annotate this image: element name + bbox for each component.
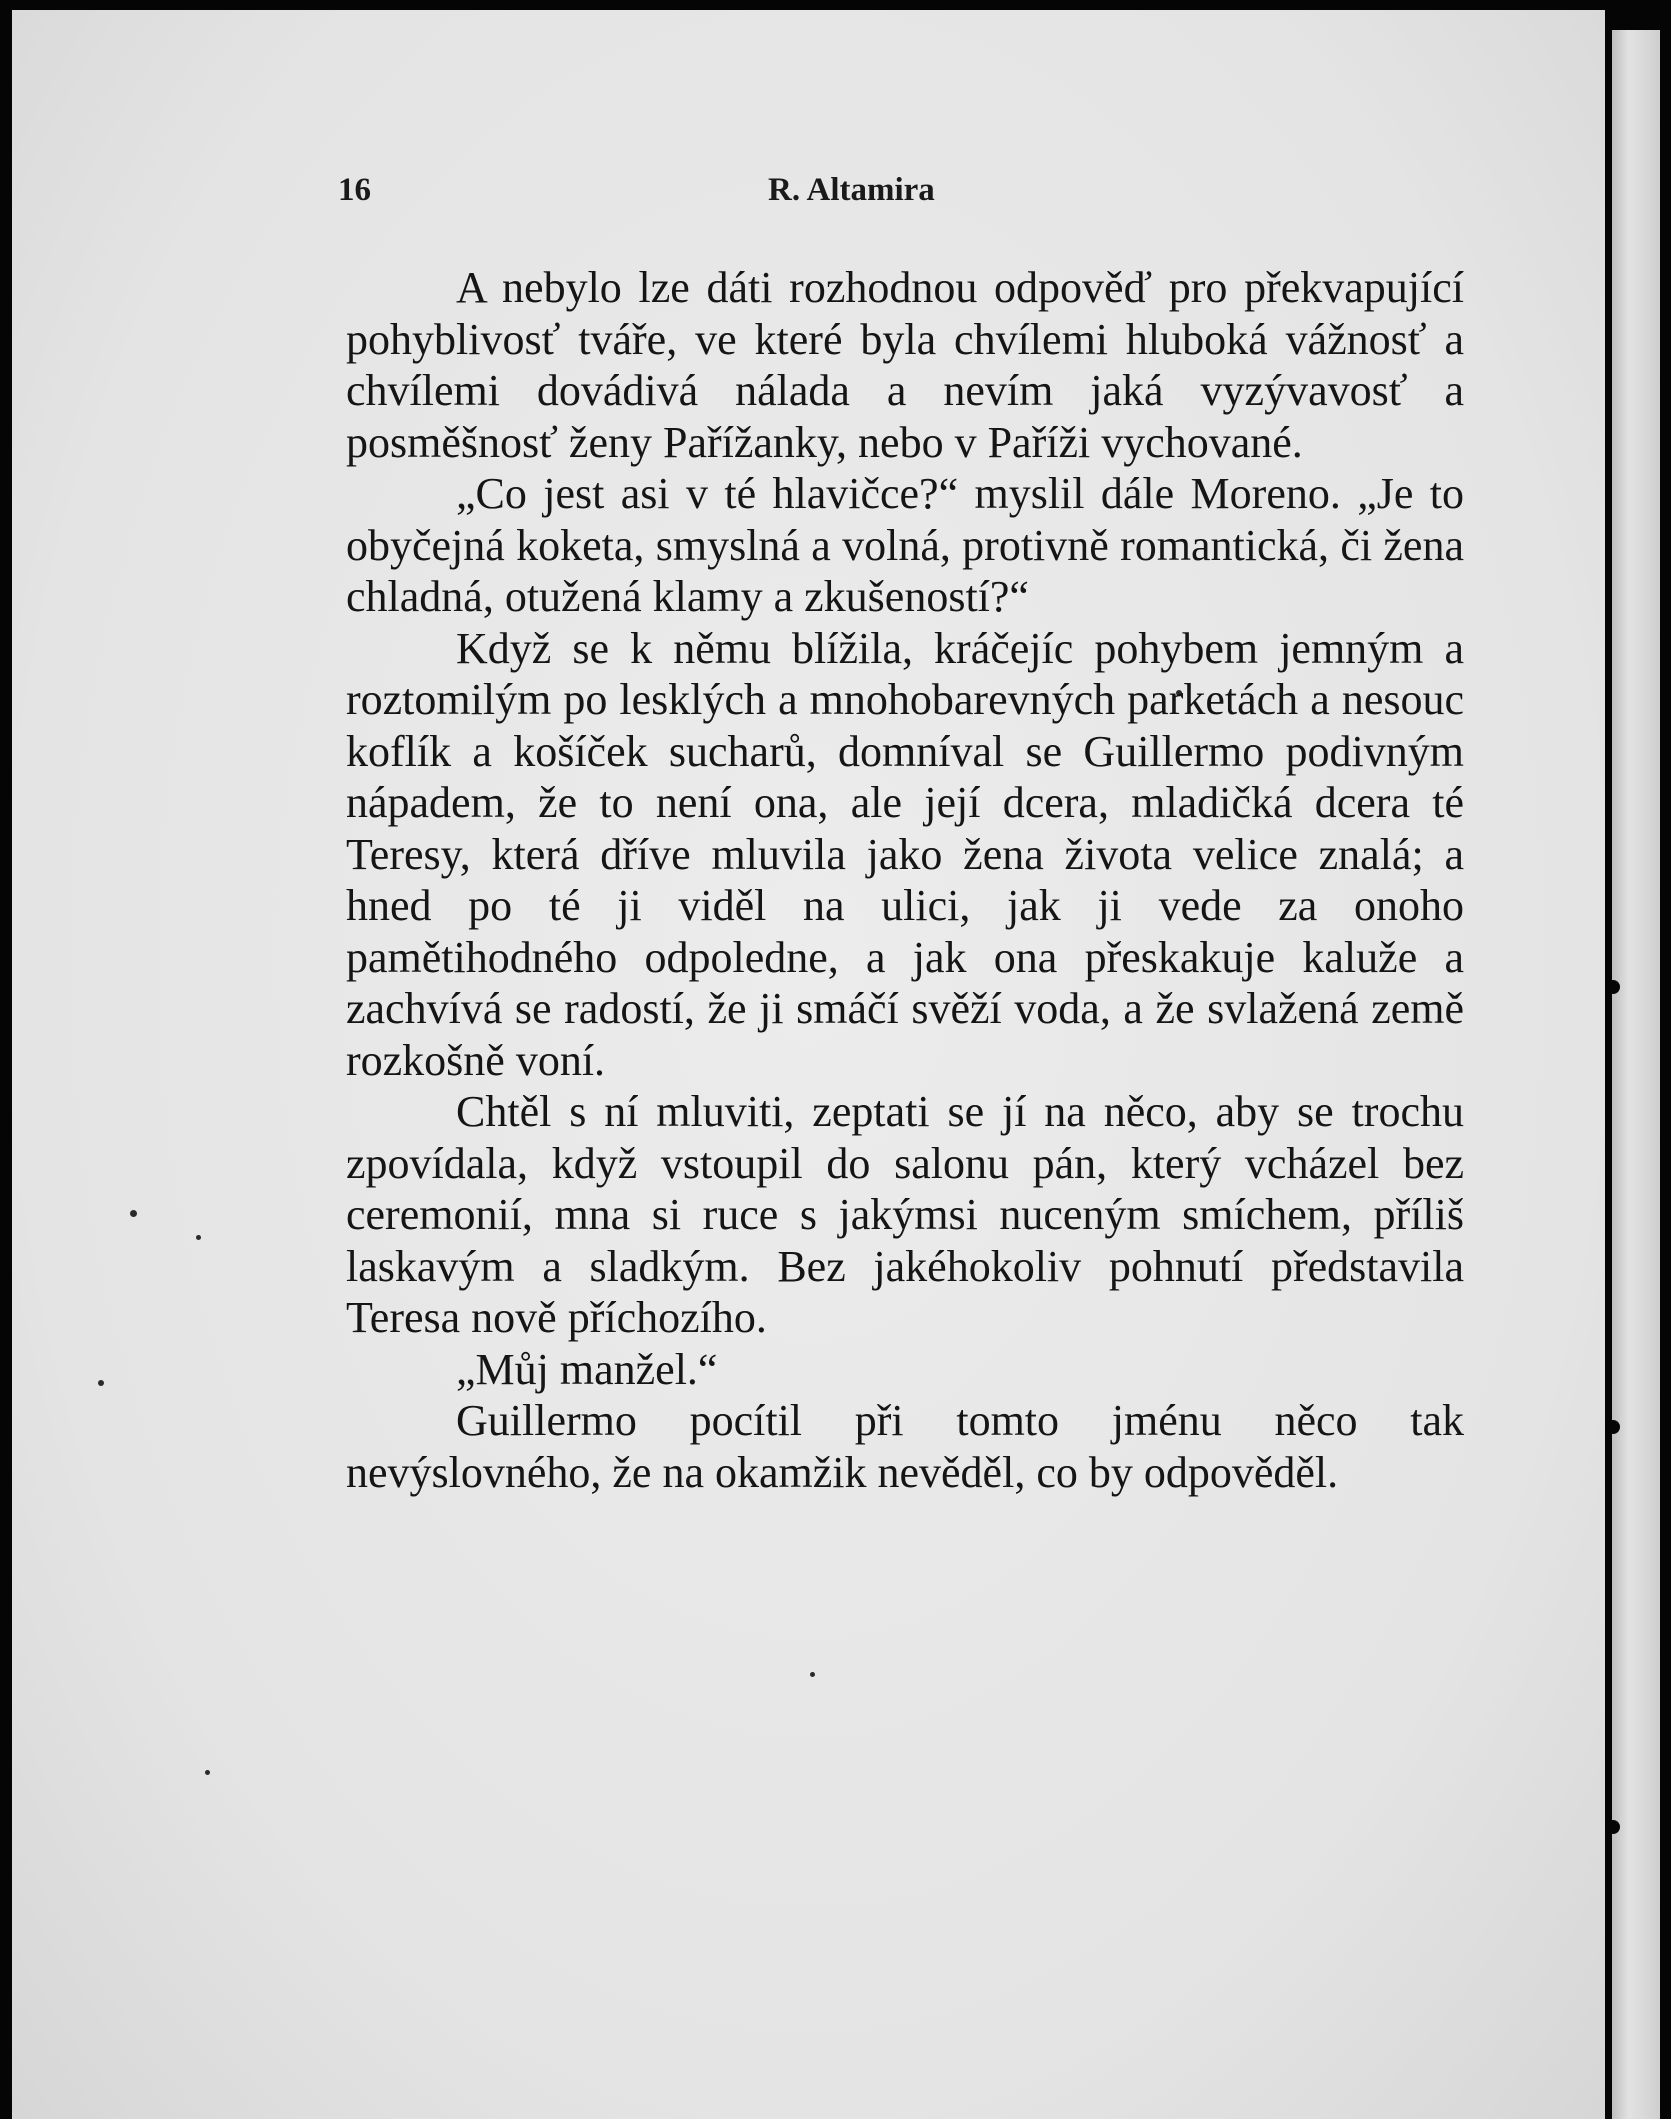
page-edge-notch (1606, 980, 1620, 994)
paper-speck (130, 1210, 137, 1217)
paper-speck (810, 1672, 815, 1677)
paragraph: A nebylo lze dáti rozhodnou odpověď pro překvapující pohyblivosť tváře, ve které byla chvílemi hluboká vážnosť a chvílemi dovádivá nálada a nevím jaká vyzývavosť a posměšnosť ženy Pařížanky, nebo v Paříži vychované. (346, 263, 1464, 467)
paragraph: Chtěl s ní mluviti, zeptati se jí na něco, aby se trochu zpovídala, když vstoupil do salonu pán, který vcházel bez ceremonií, mna si ruce s jakýmsi nuceným smíchem, příliš laskavým a sladkým. Bez jakéhokoliv pohnutí představila Teresa nově příchozího. (346, 1087, 1464, 1342)
paragraph: „Můj manžel.“ (456, 1344, 718, 1394)
paper-speck (196, 1235, 201, 1240)
paper-speck (205, 1770, 210, 1775)
paper-speck (98, 1380, 104, 1386)
page-edge-notch (1606, 1820, 1620, 1834)
body-text (346, 262, 1464, 1498)
paragraph: Když se k němu blížila, kráčejíc pohybem jemným a roztomilým po lesklých a mnohobarevných parketách a nesouc koflík a košíček sucharů, domníval se Guillermo podivným nápadem, že to není ona, ale její dcera, mladičká dcera té Teresy, která dříve mluvila jako žena života velice znalá; a hned po té ji viděl na ulici, jak ji vede za onoho pamětihodného odpoledne, a jak ona přeskakuje kaluže a zachvívá se radostí, že ji smáčí svěží voda, a že svlažená země rozkošně voní. (346, 623, 1464, 1085)
paragraph: „Co jest asi v té hlavičce?“ myslil dále Moreno. „Je to obyčejná koketa, smyslná a volná, protivně romantická, či žena chladná, otužená klamy a zkušeností?“ (346, 469, 1464, 621)
adjacent-page-edge (1612, 30, 1660, 2119)
page-edge-notch (1606, 1420, 1620, 1434)
running-head: R. Altamira (768, 172, 935, 208)
page-header (338, 172, 1463, 216)
paragraph: Guillermo pocítil při tomto jménu něco tak nevýslovného, že na okamžik nevěděl, co by odpověděl. (346, 1396, 1464, 1497)
page-number: 16 (338, 172, 371, 208)
